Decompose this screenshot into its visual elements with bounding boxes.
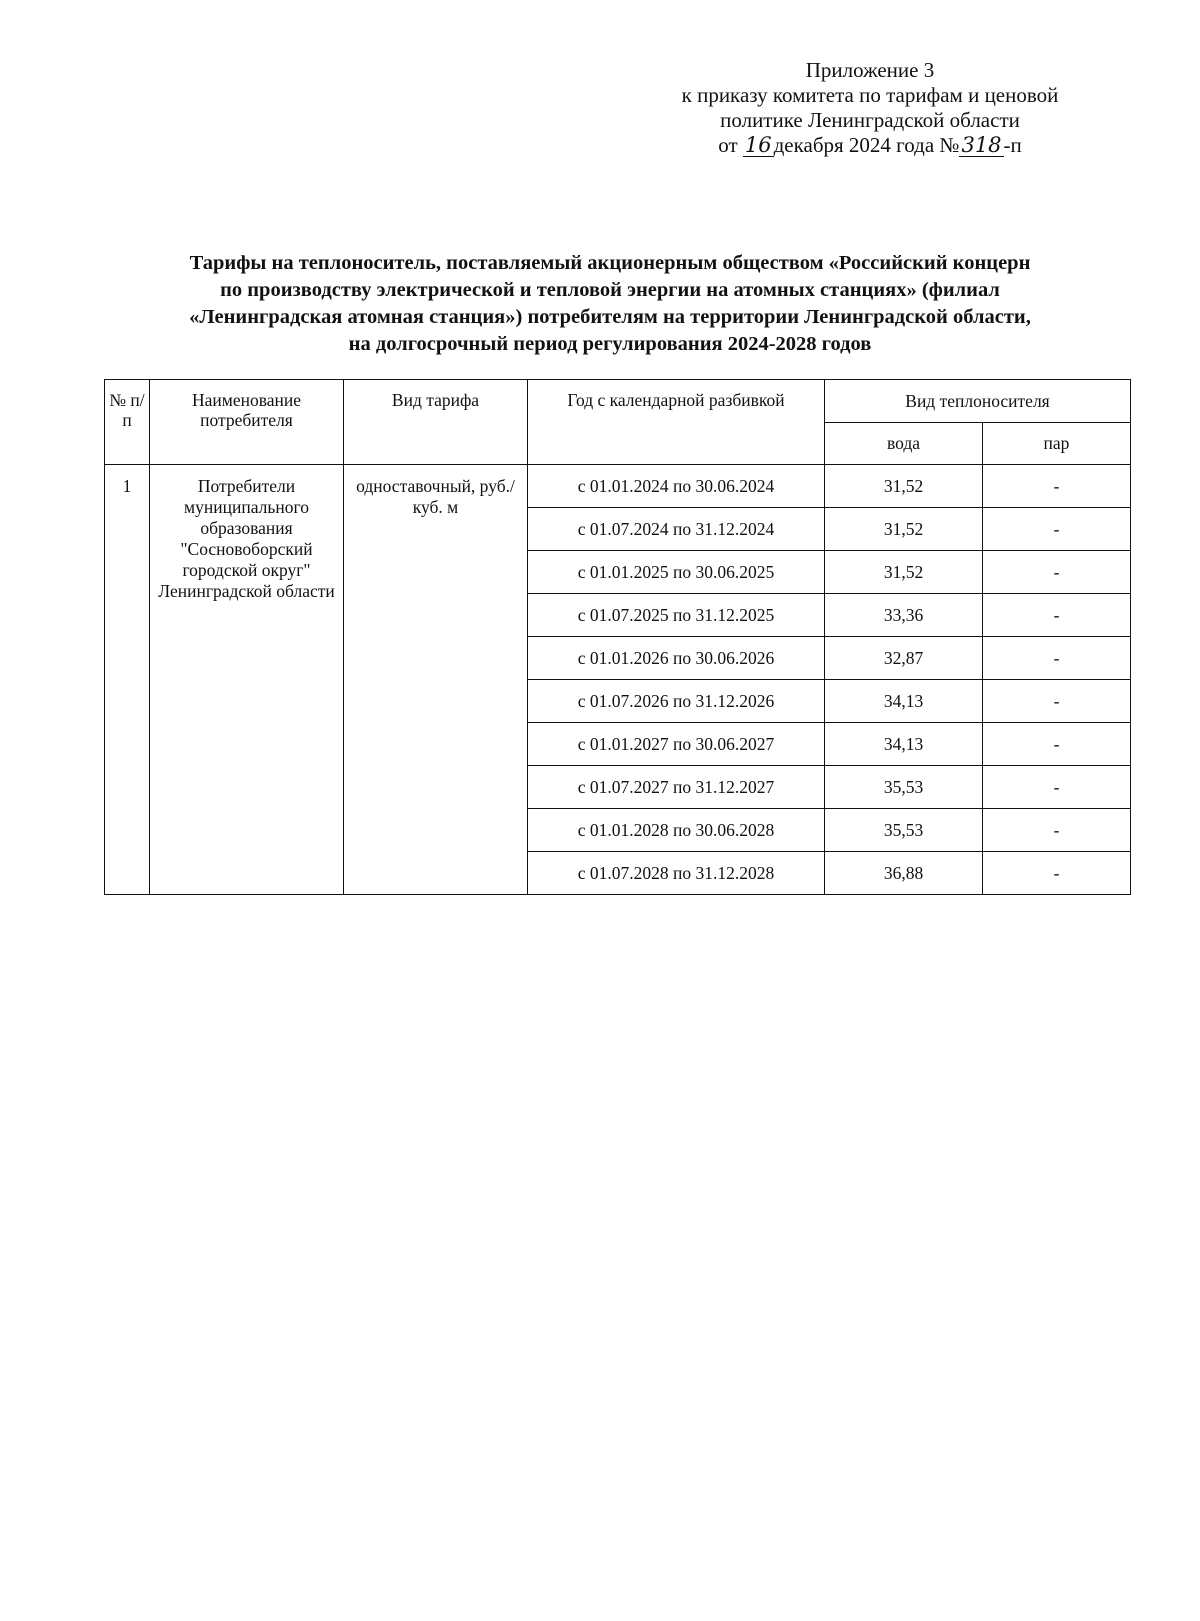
title-line-4: на долгосрочный период регулирования 2024-2028 годов <box>348 333 872 355</box>
date-rest: декабря 2024 года № <box>773 133 960 157</box>
water-tariff-cell: 34,13 <box>825 723 983 766</box>
header-period: Год с календарной разбивкой <box>528 380 825 465</box>
period-cell: с 01.01.2025 по 30.06.2025 <box>528 551 825 594</box>
steam-tariff-cell: - <box>983 723 1131 766</box>
water-tariff-cell: 33,36 <box>825 594 983 637</box>
period-cell: с 01.01.2026 по 30.06.2026 <box>528 637 825 680</box>
water-tariff-cell: 35,53 <box>825 766 983 809</box>
steam-tariff-cell: - <box>983 680 1131 723</box>
header-tariff-type: Вид тарифа <box>344 380 528 465</box>
header-carrier: Вид теплоносителя <box>825 380 1131 423</box>
table-row <box>105 465 1131 508</box>
period-cell: с 01.07.2026 по 31.12.2026 <box>528 680 825 723</box>
header-row <box>105 380 1131 423</box>
period-cell: с 01.07.2027 по 31.12.2027 <box>528 766 825 809</box>
period-cell: с 01.07.2024 по 31.12.2024 <box>528 508 825 551</box>
entry-tariff-type: одноставочный, руб./куб. м <box>344 465 528 895</box>
steam-tariff-cell: - <box>983 852 1131 895</box>
date-prefix: от <box>718 133 738 157</box>
water-tariff-cell: 32,87 <box>825 637 983 680</box>
entry-consumer: Потребители муниципального образования "Сосновоборский городской округ" Ленинградской области <box>150 465 344 895</box>
header-water: вода <box>825 423 983 465</box>
period-cell: с 01.01.2028 по 30.06.2028 <box>528 809 825 852</box>
water-tariff-cell: 35,53 <box>825 809 983 852</box>
period-cell: с 01.07.2025 по 31.12.2025 <box>528 594 825 637</box>
water-tariff-cell: 31,52 <box>825 551 983 594</box>
handwritten-order-number: 318 <box>961 133 1002 157</box>
tariff-table <box>104 379 1131 895</box>
steam-tariff-cell: - <box>983 766 1131 809</box>
steam-tariff-cell: - <box>983 551 1131 594</box>
appendix-line-3: политике Ленинградской области <box>720 108 1020 132</box>
steam-tariff-cell: - <box>983 465 1131 508</box>
tariff-body <box>105 465 1131 895</box>
appendix-header <box>620 58 1120 158</box>
order-suffix: -п <box>1003 133 1022 157</box>
appendix-line-2: к приказу комитета по тарифам и ценовой <box>681 83 1059 107</box>
header-consumer: Наименование потребителя <box>150 380 344 465</box>
title-line-2: по производству электрической и тепловой энергии на атомных станциях» (филиал <box>220 279 1000 301</box>
water-tariff-cell: 36,88 <box>825 852 983 895</box>
period-cell: с 01.01.2027 по 30.06.2027 <box>528 723 825 766</box>
period-cell: с 01.01.2024 по 30.06.2024 <box>528 465 825 508</box>
header-number: № п/п <box>105 380 150 465</box>
handwritten-day: 16 <box>744 133 772 157</box>
appendix-line-1: Приложение 3 <box>805 58 935 82</box>
document-title <box>100 250 1120 358</box>
appendix-date-line <box>620 133 1120 158</box>
header-steam: пар <box>983 423 1131 465</box>
water-tariff-cell: 31,52 <box>825 508 983 551</box>
water-tariff-cell: 34,13 <box>825 680 983 723</box>
steam-tariff-cell: - <box>983 508 1131 551</box>
steam-tariff-cell: - <box>983 594 1131 637</box>
title-line-3: «Ленинградская атомная станция») потребителям на территории Ленинградской области, <box>189 306 1031 328</box>
period-cell: с 01.07.2028 по 31.12.2028 <box>528 852 825 895</box>
steam-tariff-cell: - <box>983 809 1131 852</box>
entry-number: 1 <box>105 465 150 895</box>
title-line-1: Тарифы на теплоноситель, поставляемый акционерным обществом «Российский концерн <box>189 252 1031 274</box>
water-tariff-cell: 31,52 <box>825 465 983 508</box>
steam-tariff-cell: - <box>983 637 1131 680</box>
